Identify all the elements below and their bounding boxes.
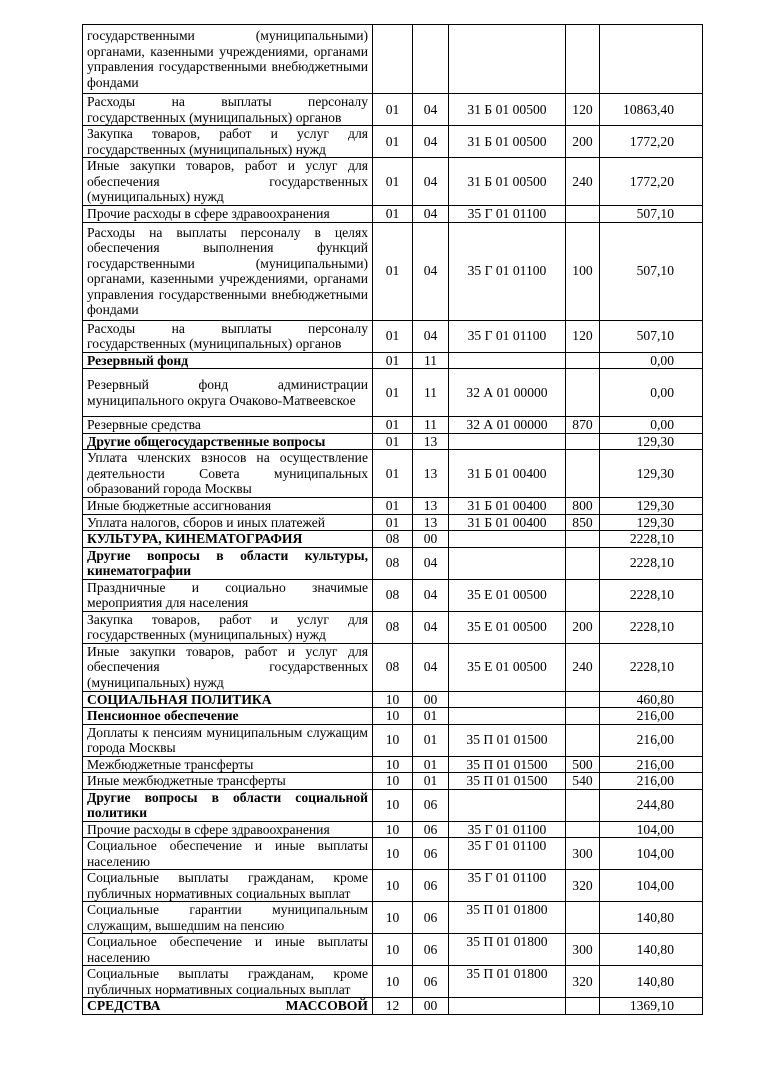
row-name: Расходы на выплаты персоналу в целях обеспечения выполнения функций государственными (муниципальными) органами, казенными учреждениями, органами управления государственными внебюджетными фондами [83,222,373,320]
row-expense-type: 320 [566,870,600,902]
row-amount: 1369,10 [600,998,703,1015]
row-subsection-code: 13 [413,514,449,531]
table-row [83,966,703,998]
row-section-code: 10 [373,724,413,756]
row-amount: 216,00 [600,708,703,725]
row-section-code [373,25,413,94]
row-subsection-code: 01 [413,756,449,773]
row-name: Иные закупки товаров, работ и услуг для обеспечения государственных (муниципальных) нужд [83,158,373,206]
row-target-article [449,531,566,548]
row-section-code: 10 [373,966,413,998]
row-subsection-code: 04 [413,222,449,320]
row-subsection-code: 11 [413,417,449,434]
row-amount: 1772,20 [600,158,703,206]
row-name: Социальное обеспечение и иные выплаты населению [83,838,373,870]
row-expense-type: 200 [566,611,600,643]
row-subsection-code: 04 [413,611,449,643]
row-amount: 129,30 [600,450,703,498]
row-expense-type: 300 [566,838,600,870]
row-amount: 104,00 [600,870,703,902]
row-subsection-code: 01 [413,708,449,725]
row-section-code: 01 [373,450,413,498]
row-section-code: 10 [373,838,413,870]
row-amount: 216,00 [600,773,703,790]
row-amount: 244,80 [600,789,703,821]
row-section-code: 01 [373,514,413,531]
row-section-code: 10 [373,902,413,934]
row-target-article: 31 Б 01 00500 [449,94,566,126]
table-row [83,498,703,515]
row-target-article: 35 Г 01 01100 [449,870,566,902]
row-subsection-code: 00 [413,691,449,708]
row-name: Расходы на выплаты персоналу государственных (муниципальных) органов [83,320,373,352]
table-row [83,450,703,498]
row-name: Социальные выплаты гражданам, кроме публичных нормативных социальных выплат [83,870,373,902]
row-section-code: 08 [373,547,413,579]
row-section-code: 01 [373,222,413,320]
row-expense-type: 500 [566,756,600,773]
table-row [83,94,703,126]
row-name: Иные закупки товаров, работ и услуг для обеспечения государственных (муниципальных) нужд [83,643,373,691]
table-row [83,773,703,790]
row-subsection-code: 11 [413,369,449,417]
table-row [83,579,703,611]
row-subsection-code: 13 [413,450,449,498]
row-name: Доплаты к пенсиям муниципальным служащим города Москвы [83,724,373,756]
table-body [83,25,703,1015]
row-target-article: 35 П 01 01800 [449,934,566,966]
row-section-code: 01 [373,369,413,417]
row-name: Другие общегосударственные вопросы [83,433,373,450]
row-name: Другие вопросы в области культуры, кинематографии [83,547,373,579]
row-subsection-code [413,25,449,94]
row-name: Прочие расходы в сфере здравоохранения [83,206,373,223]
row-target-article: 35 Г 01 01100 [449,222,566,320]
row-section-code: 08 [373,579,413,611]
row-subsection-code: 11 [413,352,449,369]
table-row [83,724,703,756]
row-amount: 129,30 [600,514,703,531]
row-name: Социальные выплаты гражданам, кроме публичных нормативных социальных выплат [83,966,373,998]
row-expense-type [566,352,600,369]
row-name: КУЛЬТУРА, КИНЕМАТОГРАФИЯ [83,531,373,548]
row-expense-type [566,691,600,708]
table-row [83,691,703,708]
row-name: Закупка товаров, работ и услуг для государственных (муниципальных) нужд [83,126,373,158]
row-amount: 140,80 [600,902,703,934]
row-name: СРЕДСТВА МАССОВОЙ [83,998,373,1015]
table-row [83,611,703,643]
table-row [83,352,703,369]
row-target-article: 35 П 01 01500 [449,756,566,773]
row-amount: 1772,20 [600,126,703,158]
row-name: Расходы на выплаты персоналу государственных (муниципальных) органов [83,94,373,126]
row-subsection-code: 04 [413,547,449,579]
table-row [83,433,703,450]
row-expense-type [566,369,600,417]
row-target-article [449,691,566,708]
row-amount: 216,00 [600,756,703,773]
table-row [83,320,703,352]
row-section-code: 08 [373,531,413,548]
row-subsection-code: 04 [413,158,449,206]
row-expense-type: 240 [566,643,600,691]
row-expense-type [566,902,600,934]
table-row [83,158,703,206]
row-name: государственными (муниципальными) органами, казенными учреждениями, органами управления государственными внебюджетными фондами [83,25,373,94]
row-target-article: 31 Б 01 00400 [449,514,566,531]
table-row [83,514,703,531]
row-expense-type: 300 [566,934,600,966]
row-section-code: 10 [373,691,413,708]
row-target-article: 35 П 01 01500 [449,773,566,790]
row-amount: 0,00 [600,417,703,434]
table-row [83,998,703,1015]
row-section-code: 01 [373,498,413,515]
row-section-code: 10 [373,870,413,902]
row-name: Социальные гарантии муниципальным служащим, вышедшим на пенсию [83,902,373,934]
row-target-article: 31 Б 01 00400 [449,450,566,498]
row-expense-type [566,531,600,548]
row-section-code: 10 [373,708,413,725]
table-row [83,643,703,691]
row-section-code: 01 [373,433,413,450]
row-expense-type: 540 [566,773,600,790]
row-expense-type [566,724,600,756]
row-target-article: 35 Г 01 01100 [449,320,566,352]
row-target-article: 35 П 01 01800 [449,902,566,934]
row-subsection-code: 04 [413,206,449,223]
row-subsection-code: 13 [413,498,449,515]
row-amount: 2228,10 [600,547,703,579]
row-section-code: 10 [373,934,413,966]
row-expense-type: 240 [566,158,600,206]
row-target-article: 32 А 01 00000 [449,417,566,434]
row-name: Пенсионное обеспечение [83,708,373,725]
row-amount: 0,00 [600,369,703,417]
row-expense-type [566,789,600,821]
row-subsection-code: 06 [413,838,449,870]
row-amount: 216,00 [600,724,703,756]
row-amount: 2228,10 [600,643,703,691]
row-target-article: 31 Б 01 00500 [449,126,566,158]
row-expense-type [566,998,600,1015]
row-target-article: 31 Б 01 00500 [449,158,566,206]
table-row [83,870,703,902]
row-target-article: 32 А 01 00000 [449,369,566,417]
row-subsection-code: 06 [413,934,449,966]
table-row [83,708,703,725]
row-expense-type [566,433,600,450]
row-section-code: 01 [373,320,413,352]
row-target-article: 35 Е 01 00500 [449,611,566,643]
row-amount: 2228,10 [600,531,703,548]
row-target-article [449,998,566,1015]
row-name: СОЦИАЛЬНАЯ ПОЛИТИКА [83,691,373,708]
row-target-article: 35 Г 01 01100 [449,206,566,223]
row-amount: 507,10 [600,206,703,223]
row-target-article: 35 Е 01 00500 [449,579,566,611]
row-expense-type [566,579,600,611]
row-target-article: 31 Б 01 00400 [449,498,566,515]
row-name: Социальное обеспечение и иные выплаты населению [83,934,373,966]
table-row [83,206,703,223]
row-name: Уплата членских взносов на осуществление деятельности Совета муниципальных образований города Москвы [83,450,373,498]
row-name: Другие вопросы в области социальной политики [83,789,373,821]
table-row [83,547,703,579]
row-subsection-code: 06 [413,789,449,821]
table-row [83,821,703,838]
row-target-article [449,433,566,450]
row-target-article: 35 Е 01 00500 [449,643,566,691]
table-row [83,126,703,158]
row-section-code: 12 [373,998,413,1015]
row-section-code: 08 [373,611,413,643]
row-section-code: 10 [373,756,413,773]
row-expense-type [566,206,600,223]
row-section-code: 10 [373,821,413,838]
row-expense-type [566,708,600,725]
table-row [83,531,703,548]
row-target-article: 35 П 01 01800 [449,966,566,998]
table-row [83,222,703,320]
row-amount: 129,30 [600,433,703,450]
row-expense-type: 320 [566,966,600,998]
row-section-code: 10 [373,773,413,790]
row-name: Иные бюджетные ассигнования [83,498,373,515]
row-expense-type: 100 [566,222,600,320]
row-target-article: 35 Г 01 01100 [449,821,566,838]
row-amount: 460,80 [600,691,703,708]
row-name: Уплата налогов, сборов и иных платежей [83,514,373,531]
row-subsection-code: 04 [413,643,449,691]
row-subsection-code: 06 [413,870,449,902]
row-section-code: 01 [373,126,413,158]
row-target-article: 35 П 01 01500 [449,724,566,756]
row-expense-type: 870 [566,417,600,434]
row-amount: 129,30 [600,498,703,515]
row-target-article [449,789,566,821]
row-subsection-code: 00 [413,531,449,548]
row-subsection-code: 00 [413,998,449,1015]
row-target-article [449,547,566,579]
row-expense-type: 120 [566,94,600,126]
row-section-code: 01 [373,352,413,369]
row-subsection-code: 06 [413,821,449,838]
budget-table [82,24,703,1015]
row-amount: 507,10 [600,222,703,320]
table-row [83,934,703,966]
row-expense-type [566,450,600,498]
row-amount: 507,10 [600,320,703,352]
row-expense-type: 850 [566,514,600,531]
table-row [83,25,703,94]
row-subsection-code: 04 [413,320,449,352]
row-section-code: 01 [373,417,413,434]
row-subsection-code: 04 [413,579,449,611]
row-target-article [449,25,566,94]
row-target-article: 35 Г 01 01100 [449,838,566,870]
row-subsection-code: 01 [413,724,449,756]
row-amount: 140,80 [600,934,703,966]
row-subsection-code: 06 [413,966,449,998]
row-amount: 2228,10 [600,579,703,611]
row-name: Иные межбюджетные трансферты [83,773,373,790]
row-subsection-code: 04 [413,94,449,126]
row-subsection-code: 01 [413,773,449,790]
row-name: Межбюджетные трансферты [83,756,373,773]
row-section-code: 10 [373,789,413,821]
row-amount: 10863,40 [600,94,703,126]
row-amount: 104,00 [600,838,703,870]
row-name: Праздничные и социально значимые мероприятия для населения [83,579,373,611]
table-row [83,902,703,934]
row-amount: 2228,10 [600,611,703,643]
table-row [83,838,703,870]
table-row [83,756,703,773]
row-name: Резервные средства [83,417,373,434]
row-expense-type: 200 [566,126,600,158]
row-expense-type [566,25,600,94]
row-section-code: 01 [373,94,413,126]
table-row [83,789,703,821]
row-expense-type: 800 [566,498,600,515]
row-name: Прочие расходы в сфере здравоохранения [83,821,373,838]
row-expense-type: 120 [566,320,600,352]
row-section-code: 08 [373,643,413,691]
row-amount [600,25,703,94]
row-amount: 0,00 [600,352,703,369]
row-name: Резервный фонд администрации муниципального округа Очаково-Матвеевское [83,369,373,417]
row-amount: 140,80 [600,966,703,998]
row-name: Резервный фонд [83,352,373,369]
row-subsection-code: 04 [413,126,449,158]
row-subsection-code: 06 [413,902,449,934]
row-target-article [449,708,566,725]
row-amount: 104,00 [600,821,703,838]
row-section-code: 01 [373,158,413,206]
table-row [83,369,703,417]
row-expense-type [566,821,600,838]
row-section-code: 01 [373,206,413,223]
row-target-article [449,352,566,369]
row-expense-type [566,547,600,579]
row-subsection-code: 13 [413,433,449,450]
row-name: Закупка товаров, работ и услуг для государственных (муниципальных) нужд [83,611,373,643]
table-row [83,417,703,434]
